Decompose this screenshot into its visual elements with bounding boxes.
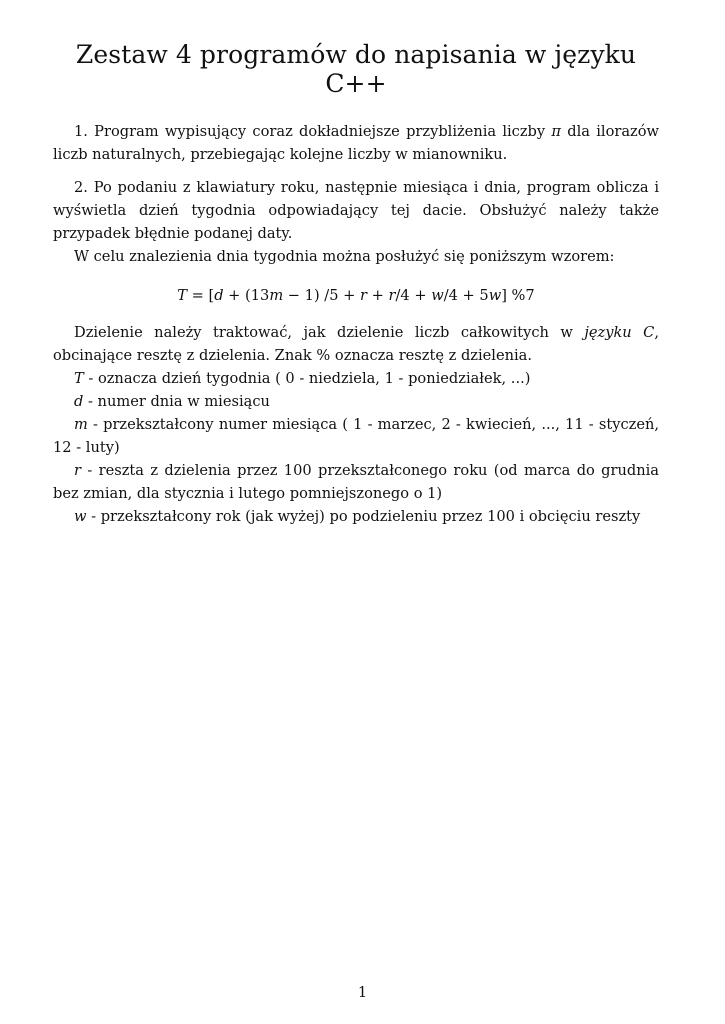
- definition-line: [53, 459, 659, 505]
- formula-var-w: w: [488, 287, 502, 304]
- definition-var: r: [74, 462, 81, 479]
- day-of-week-formula: [53, 284, 659, 307]
- formula-lhs: T: [177, 287, 187, 304]
- division-note: [53, 321, 659, 367]
- formula-var-d: d: [214, 287, 224, 304]
- formula-part: /4 +: [395, 287, 432, 304]
- division-note-text-end: , obcinające resztę z dzielenia. Znak % oznacza resztę z dzielenia.: [53, 324, 659, 364]
- formula-intro: W celu znalezienia dnia tygodnia można posłużyć się poniższym wzorem:: [74, 248, 615, 265]
- definition-var: T: [74, 370, 84, 387]
- formula-var-r: r: [388, 287, 396, 304]
- formula-part: + (13: [223, 287, 270, 304]
- formula-part: ] %7: [501, 287, 535, 304]
- language-name: języku C: [584, 324, 655, 341]
- exercise-1: [53, 120, 659, 166]
- definition-var: w: [74, 508, 87, 525]
- definition-var: d: [74, 393, 84, 410]
- division-note-text: Dzielenie należy traktować, jak dzielenie liczb całkowitych w: [74, 324, 585, 341]
- formula-part: +: [367, 287, 389, 304]
- definition-desc: - oznacza dzień tygodnia ( 0 - niedziela, 1 - poniedziałek, ...): [83, 370, 531, 387]
- exercise-2: 2. Po podaniu z klawiatury roku, następnie miesiąca i dnia, program oblicza i wyświetla dzień tygodnia odpowiadający tej dacie. Obsłużyć należy także przypadek błędnie podanej daty.: [53, 179, 659, 242]
- pi-symbol: π: [551, 123, 561, 140]
- formula-part: = [: [187, 287, 215, 304]
- formula-var-w: w: [431, 287, 444, 304]
- definition-line: [53, 413, 659, 459]
- formula-part: − 1) /5 +: [283, 287, 361, 304]
- definition-desc: - przekształcony rok (jak wyżej) po podzieleniu przez 100 i obcięciu reszty: [86, 508, 641, 525]
- exercise-1-text-end: dla ilorazów liczb naturalnych, przebiegając kolejne liczby w mianowniku.: [53, 123, 659, 163]
- page-number: 1: [357, 984, 368, 1001]
- definition-desc: - przekształcony numer miesiąca ( 1 - marzec, 2 - kwiecień, ..., 11 - styczeń, 12 - luty): [53, 416, 659, 456]
- document-page: [53, 40, 659, 528]
- formula-var-r: r: [360, 287, 367, 304]
- definition-desc: - reszta z dzielenia przez 100 przekształconego roku (od marca do grudnia bez zmian, dla stycznia i lutego pomniejszonego o 1): [53, 462, 659, 502]
- page-title: Zestaw 4 programów do napisania w języku C++: [75, 40, 637, 98]
- definition-line: [53, 505, 659, 528]
- exercise-1-text: 1. Program wypisujący coraz dokładniejsze przybliżenia liczby: [74, 123, 552, 140]
- definition-line: [53, 390, 659, 413]
- formula-var-m: m: [269, 287, 284, 304]
- formula-part: /4 + 5: [443, 287, 489, 304]
- definition-var: m: [74, 416, 88, 433]
- definition-desc: - numer dnia w miesiącu: [83, 393, 270, 410]
- definition-line: [53, 367, 659, 390]
